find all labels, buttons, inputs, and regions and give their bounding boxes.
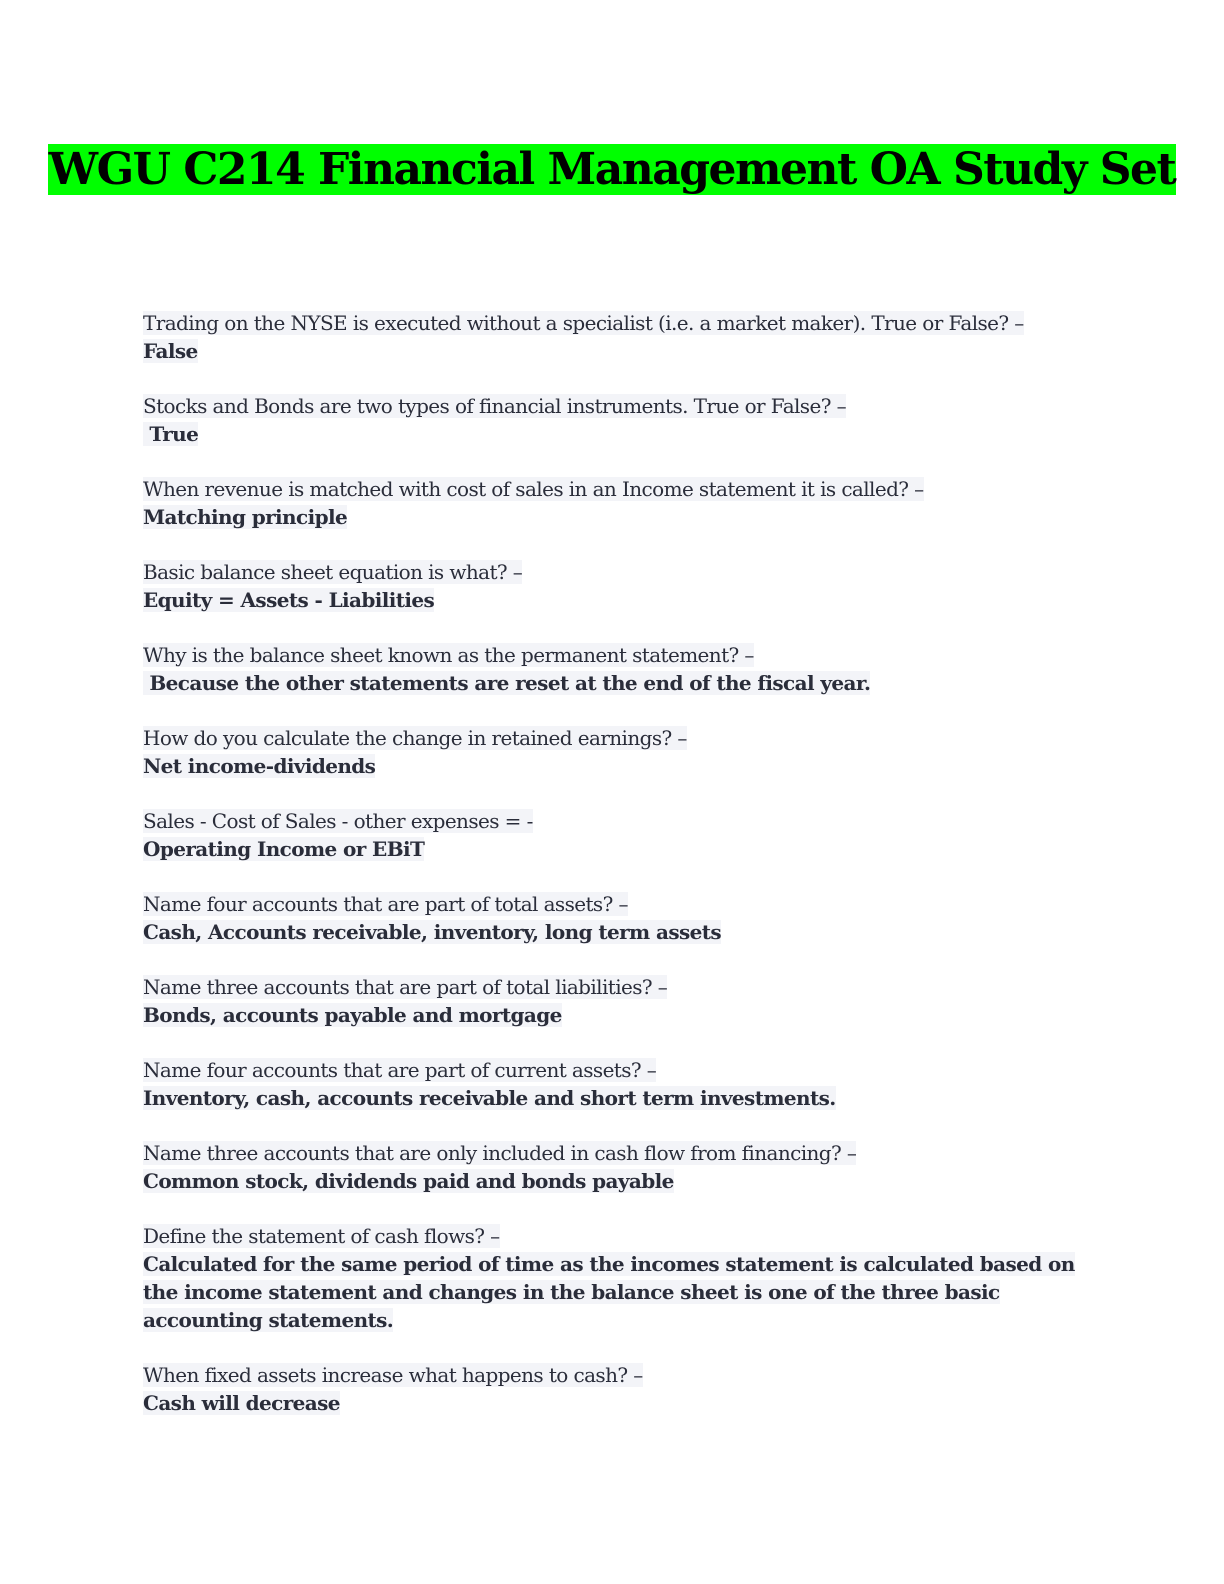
question-text: Stocks and Bonds are two types of financial instruments. True or False? –: [143, 394, 846, 418]
answer-text: Cash, Accounts receivable, inventory, long term assets: [143, 920, 722, 944]
question-text: Why is the balance sheet known as the permanent statement? –: [143, 643, 754, 667]
question-text: Basic balance sheet equation is what? –: [143, 560, 523, 584]
qa-item: [143, 973, 1083, 1029]
question-text: When fixed assets increase what happens to cash? –: [143, 1363, 643, 1387]
qa-item: [143, 475, 1083, 531]
question-text: How do you calculate the change in retained earnings? –: [143, 726, 687, 750]
document-title: [0, 142, 1224, 198]
question-text: Name four accounts that are part of current assets? –: [143, 1058, 657, 1082]
answer-text: False: [143, 339, 198, 363]
qa-item: [143, 1361, 1083, 1417]
title-text: WGU C214 Financial Management OA Study Set: [48, 144, 1176, 195]
question-text: Define the statement of cash flows? –: [143, 1224, 500, 1248]
answer-text: Cash will decrease: [143, 1391, 340, 1415]
answer-text: Net income-dividends: [143, 754, 376, 778]
answer-text: Because the other statements are reset at the end of the fiscal year.: [143, 671, 871, 695]
qa-item: [143, 807, 1083, 863]
question-text: Name three accounts that are part of total liabilities? –: [143, 975, 668, 999]
qa-item: [143, 890, 1083, 946]
qa-item: [143, 641, 1083, 697]
answer-text: Common stock, dividends paid and bonds payable: [143, 1169, 674, 1193]
question-text: Sales - Cost of Sales - other expenses = -: [143, 809, 533, 833]
question-text: Trading on the NYSE is executed without a specialist (i.e. a market maker). True or False? –: [143, 311, 1024, 335]
qa-list: [143, 309, 1083, 1444]
question-text: Name three accounts that are only included in cash flow from financing? –: [143, 1141, 857, 1165]
answer-text: Matching principle: [143, 505, 348, 529]
answer-text: True: [143, 422, 199, 446]
answer-text: Operating Income or EBiT: [143, 837, 425, 861]
qa-item: [143, 724, 1083, 780]
answer-text: Inventory, cash, accounts receivable and short term investments.: [143, 1086, 836, 1110]
qa-item: [143, 309, 1083, 365]
question-text: Name four accounts that are part of total assets? –: [143, 892, 628, 916]
qa-item: [143, 392, 1083, 448]
qa-item: [143, 1139, 1083, 1195]
qa-item: [143, 558, 1083, 614]
answer-text: Bonds, accounts payable and mortgage: [143, 1003, 562, 1027]
question-text: When revenue is matched with cost of sales in an Income statement it is called? –: [143, 477, 924, 501]
qa-item: [143, 1222, 1083, 1334]
answer-text: Calculated for the same period of time as the incomes statement is calculated based on the income statement and changes in the balance sheet is one of the three basic accounting statements.: [143, 1252, 1075, 1332]
answer-text: Equity = Assets - Liabilities: [143, 588, 435, 612]
qa-item: [143, 1056, 1083, 1112]
